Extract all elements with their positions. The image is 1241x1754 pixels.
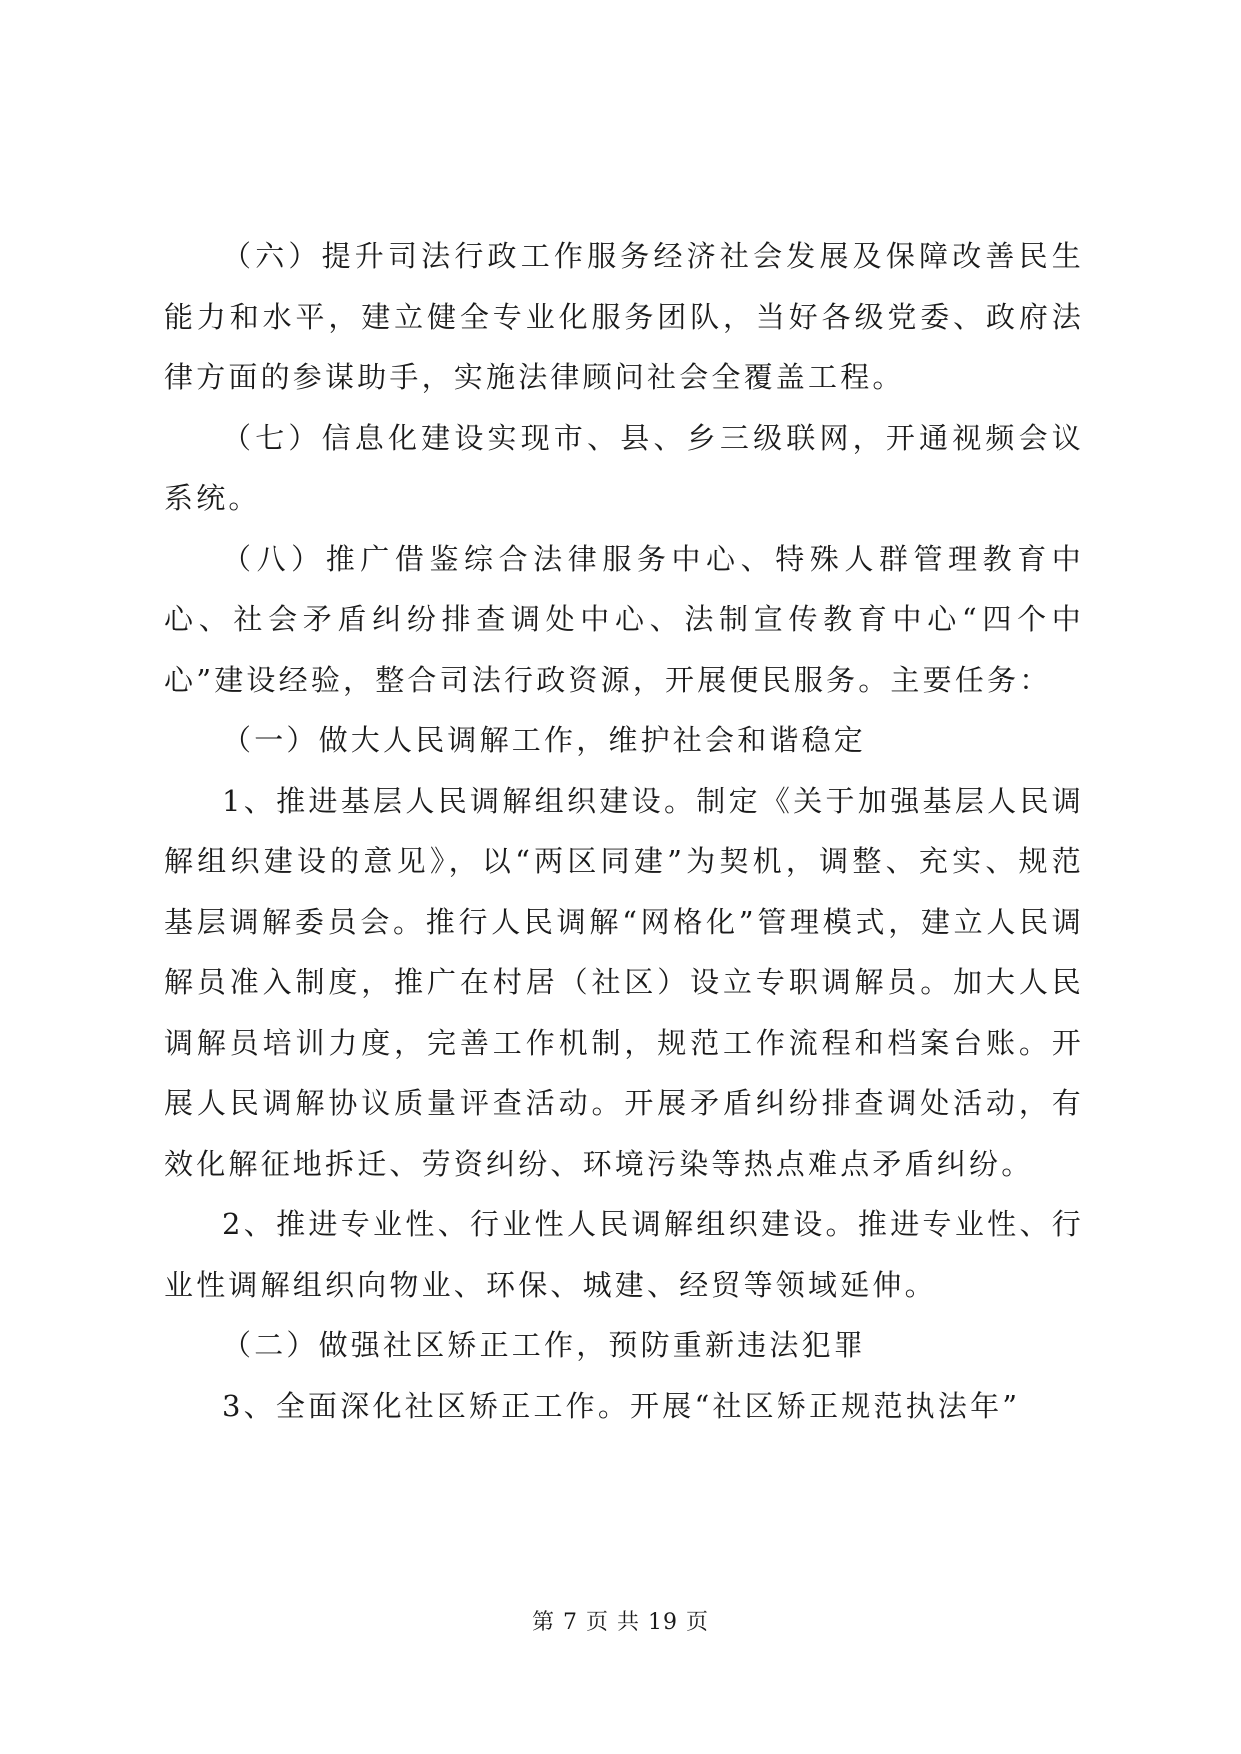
paragraph: 3、全面深化社区矫正工作。开展“社区矫正规范执法年” bbox=[222, 1388, 1021, 1423]
paragraph: （八）推广借鉴综合法律服务中心、特殊人群管理教育中心、社会矛盾纠纷排查调处中心、法制宣传教育中心“四个中心”建设经验，整合司法行政资源，开展便民服务。主要任务： bbox=[164, 541, 1084, 697]
paragraph: 2、推进专业性、行业性人民调解组织建设。推进专业性、行业性调解组织向物业、环保、城建、经贸等领域延伸。 bbox=[164, 1207, 1084, 1302]
page-number-footer: 第 7 页 共 19 页 bbox=[532, 1610, 709, 1635]
document-body bbox=[164, 226, 1084, 1436]
paragraph: 1、推进基层人民调解组织建设。制定《关于加强基层人民调解组织建设的意见》，以“两区同建”为契机，调整、充实、规范基层调解委员会。推行人民调解“网格化”管理模式，建立人民调解员准入制度，推广在村居（社区）设立专职调解员。加大人民调解员培训力度，完善工作机制，规范工作流程和档案台账。开展人民调解协议质量评查活动。开展矛盾纠纷排查调处活动，有效化解征地拆迁、劳资纠纷、环境污染等热点难点矛盾纠纷。 bbox=[164, 783, 1084, 1181]
paragraph: （六）提升司法行政工作服务经济社会发展及保障改善民生能力和水平，建立健全专业化服务团队，当好各级党委、政府法律方面的参谋助手，实施法律顾问社会全覆盖工程。 bbox=[164, 239, 1084, 394]
section-heading: （二）做强社区矫正工作，预防重新违法犯罪 bbox=[222, 1328, 867, 1362]
paragraph: （七）信息化建设实现市、县、乡三级联网，开通视频会议系统。 bbox=[164, 420, 1084, 515]
section-heading: （一）做大人民调解工作，维护社会和谐稳定 bbox=[222, 723, 867, 757]
